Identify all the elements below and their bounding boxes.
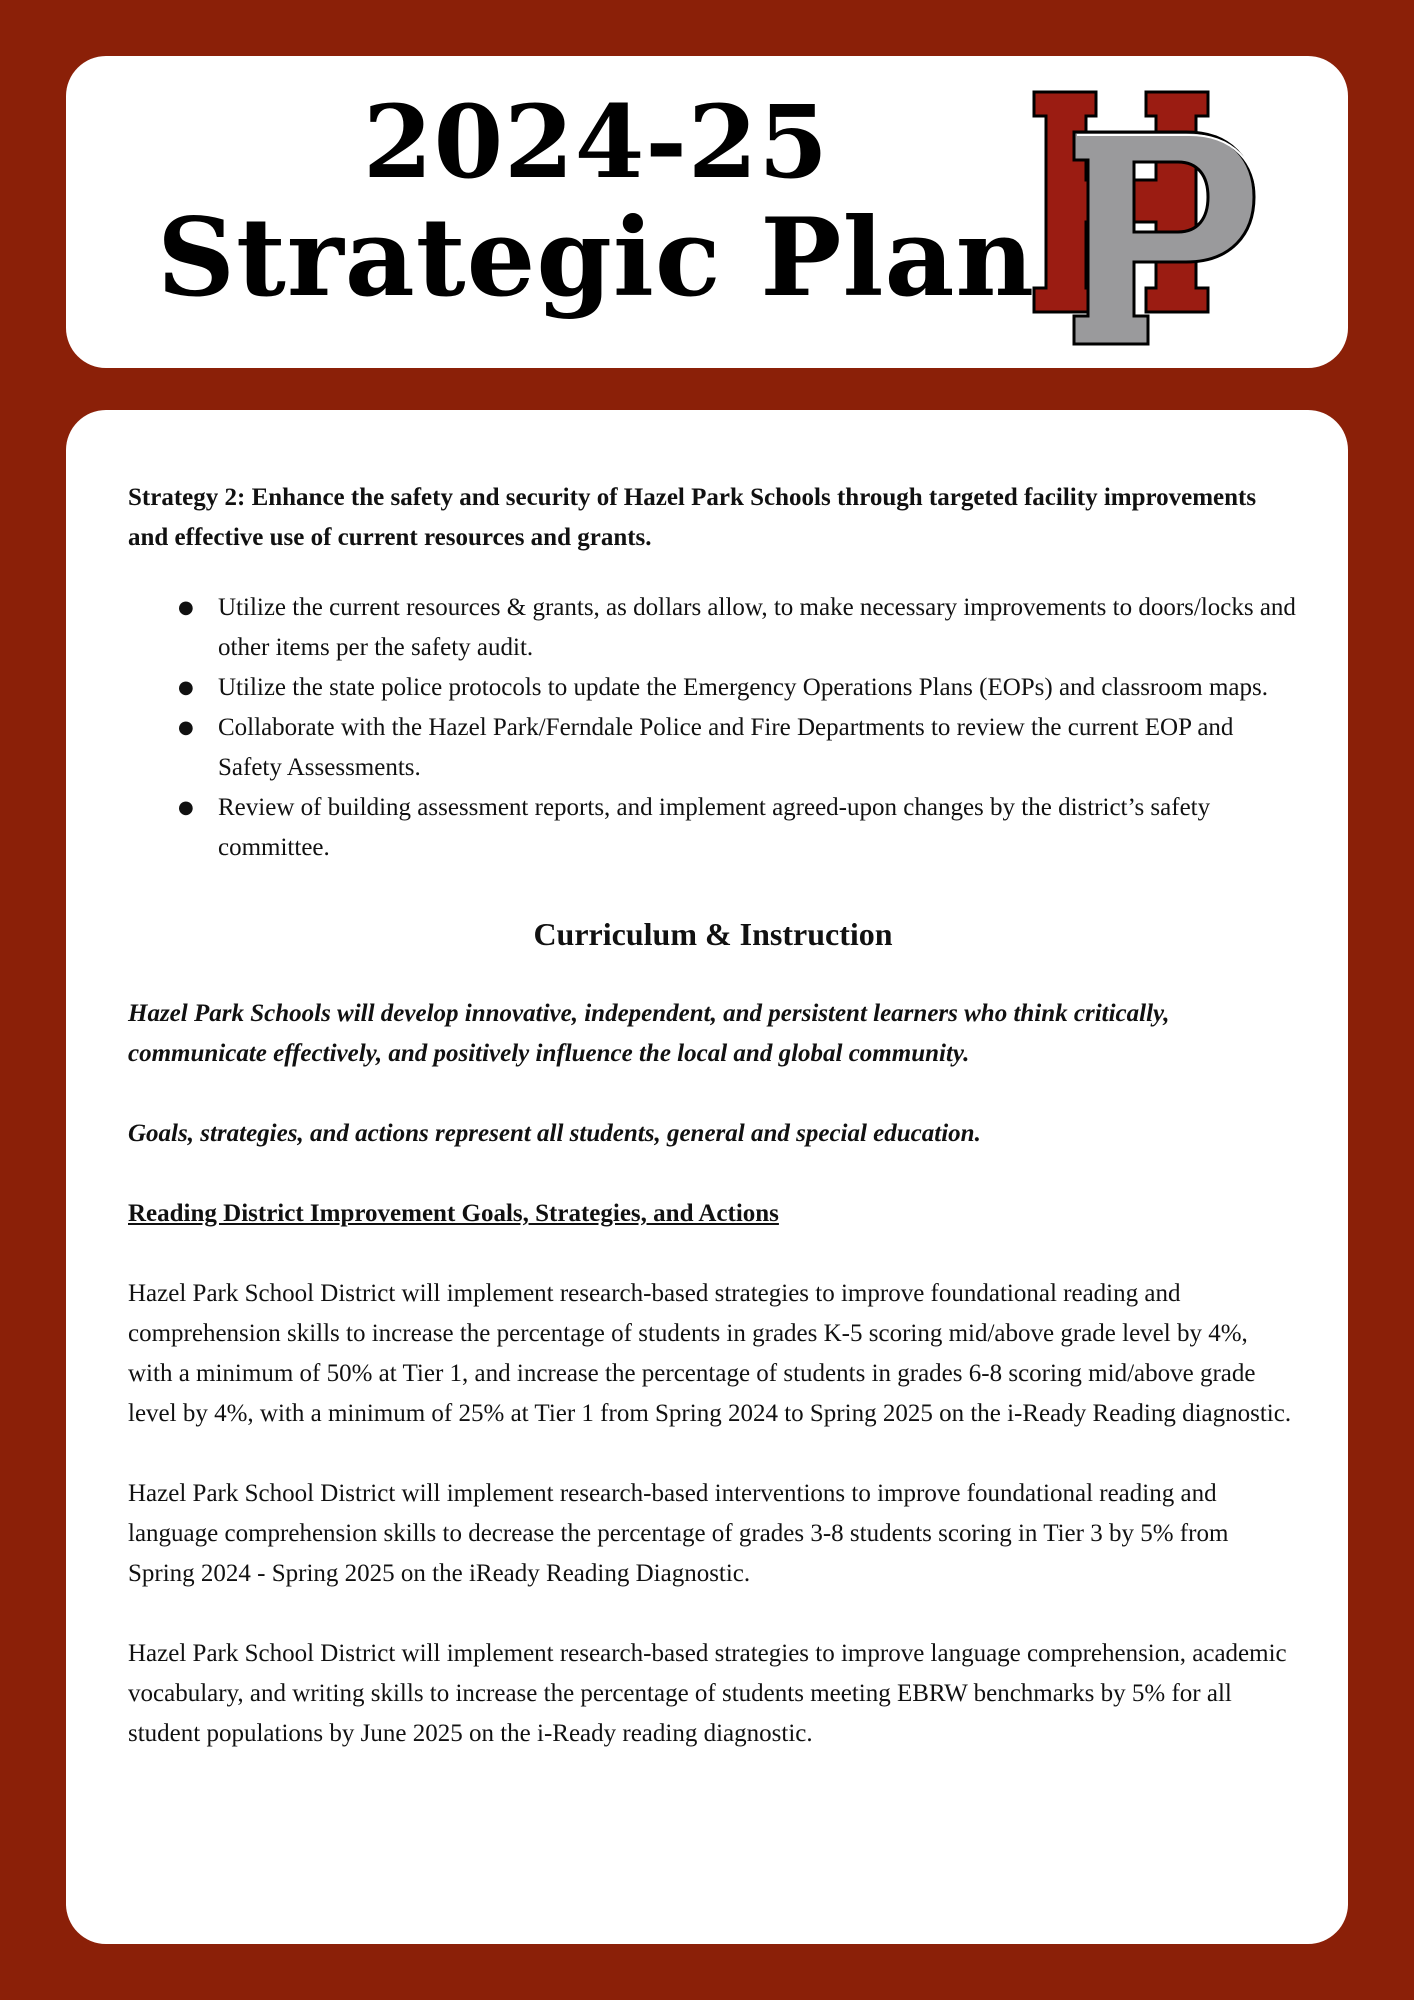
bullet-text: Utilize the current resources & grants, as dollars allow, to make necessary improvements to doors/locks and other items per the safety audit.	[218, 594, 1296, 661]
list-item	[128, 788, 1298, 868]
bullet-text: Utilize the state police protocols to update the Emergency Operations Plans (EOPs) and classroom maps.	[218, 674, 1268, 701]
list-item	[128, 588, 1298, 668]
mission-statement: Hazel Park Schools will develop innovative, independent, and persistent learners who think critically, communicate effectively, and positively influence the local and global community.	[128, 1000, 1170, 1067]
page-title	[156, 83, 1036, 321]
title-text: Strategic Plan	[157, 195, 1035, 321]
bullet-icon: ●	[178, 677, 194, 698]
content-card	[66, 410, 1348, 1944]
bullet-text: Review of building assessment reports, and implement agreed-upon changes by the district’s safety committee.	[218, 794, 1211, 861]
goal-paragraph: Hazel Park School District will implement research-based strategies to improve foundational reading and comprehension skills to increase the percentage of students in grades K-5 scoring mid/above grade level by 4%, with a minimum of 50% at Tier 1, and increase the percentage of students in grades 6-8 scoring mid/above grade level by 4%, with a minimum of 25% at Tier 1 from Spring 2024 to Spring 2025 on the i-Ready Reading diagnostic.	[128, 1280, 1292, 1427]
bullet-icon: ●	[178, 597, 194, 618]
goal-paragraph: Hazel Park School District will implement research-based strategies to improve language comprehension, academic vocabulary, and writing skills to increase the percentage of students meeting EBRW benchmarks by 5% for all student populations by June 2025 on the i-Ready reading diagnostic.	[128, 1640, 1287, 1747]
document-content	[128, 478, 1298, 1754]
title-year: 2024-25	[363, 83, 829, 201]
list-item	[128, 668, 1298, 708]
header-card	[66, 56, 1348, 368]
bullet-icon: ●	[178, 797, 194, 818]
goals-note: Goals, strategies, and actions represent all students, general and special education.	[128, 1120, 981, 1147]
reading-goals-heading: Reading District Improvement Goals, Strategies, and Actions	[128, 1200, 779, 1227]
goal-paragraph: Hazel Park School District will implement research-based interventions to improve foundational reading and language comprehension skills to decrease the percentage of grades 3-8 students scoring in Tier 3 by 5% from Spring 2024 - Spring 2025 on the iReady Reading Diagnostic.	[128, 1480, 1229, 1587]
strategy-heading: Strategy 2: Enhance the safety and security of Hazel Park Schools through targeted facility improvements and effective use of current resources and grants.	[128, 484, 1257, 551]
list-item	[128, 708, 1298, 788]
bullet-text: Collaborate with the Hazel Park/Ferndale Police and Fire Departments to review the current EOP and Safety Assessments.	[218, 714, 1234, 781]
section-title: Curriculum & Instruction	[533, 916, 893, 952]
strategy-bullet-list	[128, 588, 1298, 868]
hp-logo-icon	[1026, 82, 1266, 352]
bullet-icon: ●	[178, 717, 194, 738]
